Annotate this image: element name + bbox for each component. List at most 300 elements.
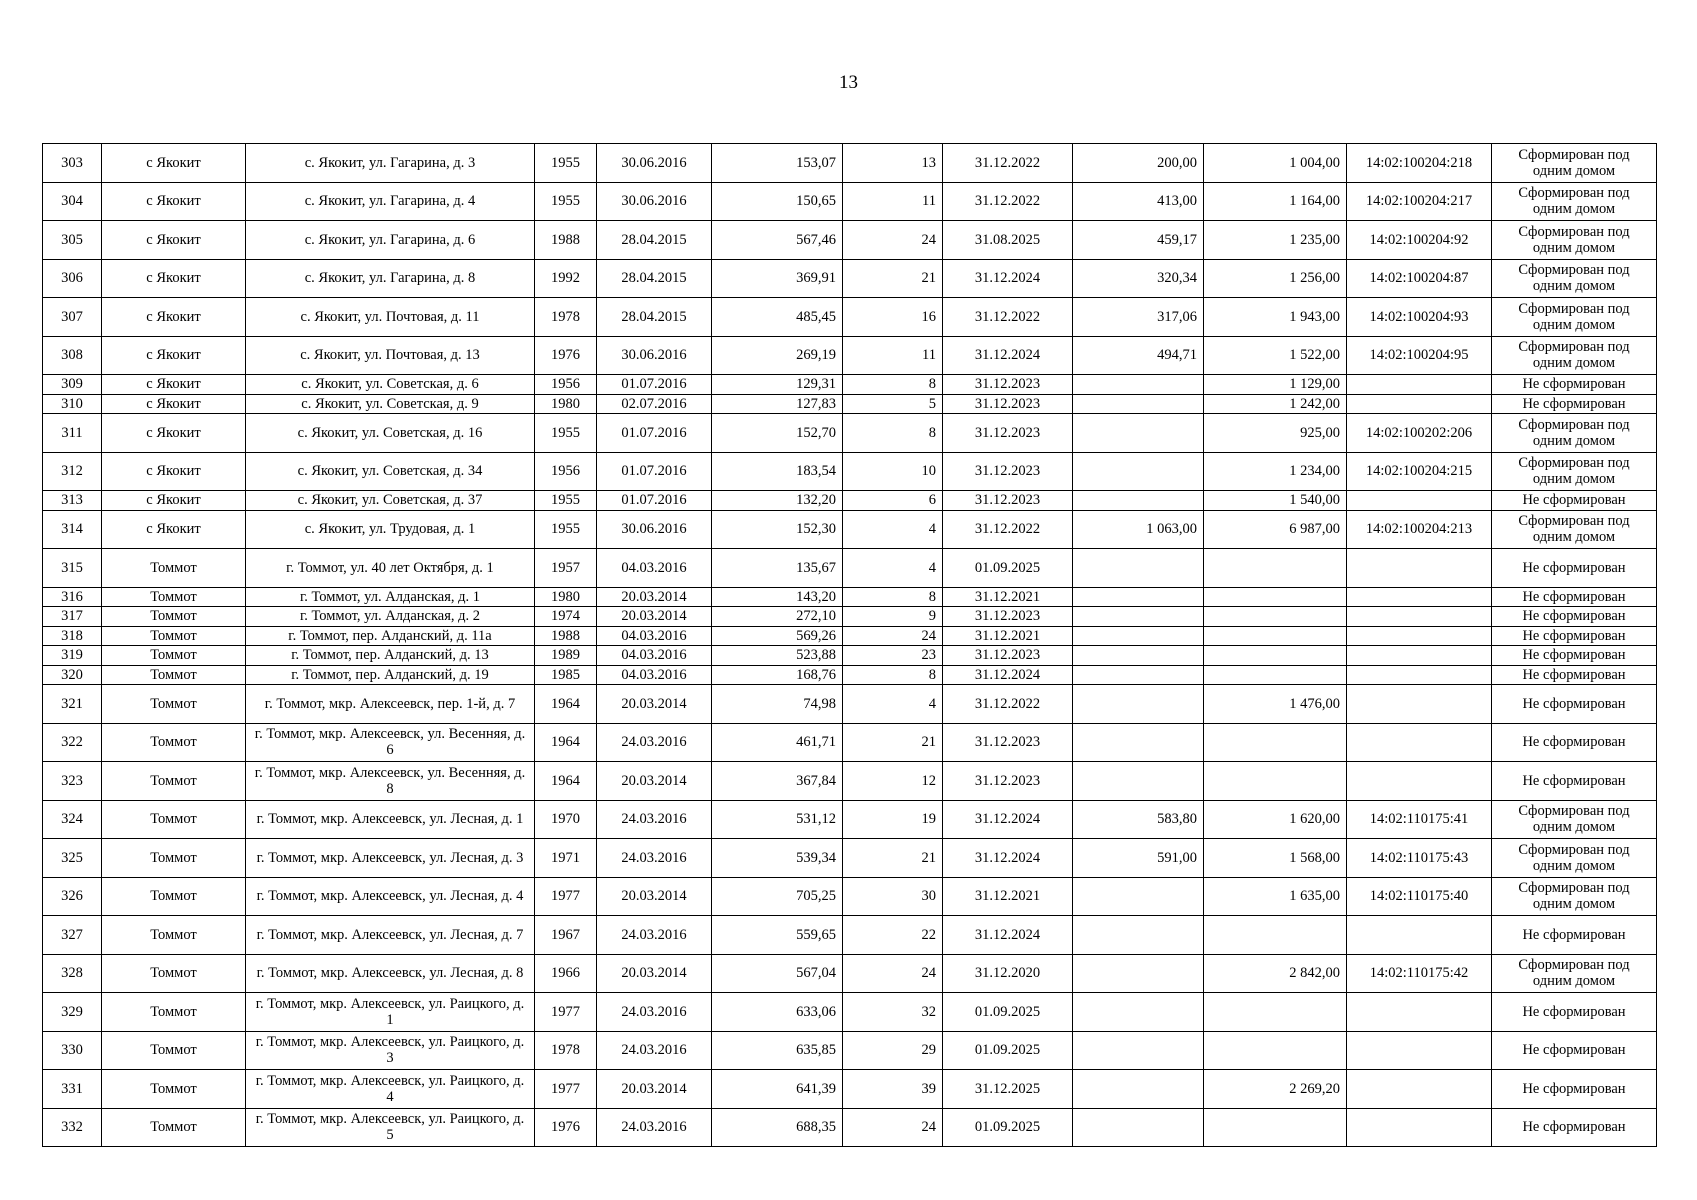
cadastral-number-cell <box>1347 587 1492 607</box>
deadline-cell: 31.12.2024 <box>943 259 1073 298</box>
status-cell: Сформирован под одним домом <box>1492 182 1657 221</box>
area-cell: 74,98 <box>712 685 843 724</box>
land-area-total-cell <box>1204 1031 1347 1070</box>
row-number-cell: 304 <box>43 182 102 221</box>
address-cell: г. Томмот, мкр. Алексеевск, ул. Раицкого, д. 3 <box>246 1031 535 1070</box>
cadastral-number-cell <box>1347 1031 1492 1070</box>
land-area-total-cell: 925,00 <box>1204 414 1347 453</box>
deadline-cell: 31.12.2024 <box>943 916 1073 955</box>
area-cell: 461,71 <box>712 723 843 762</box>
table-row <box>43 626 1657 646</box>
land-area-total-cell <box>1204 587 1347 607</box>
year-built-cell: 1964 <box>535 723 597 762</box>
row-number-cell: 330 <box>43 1031 102 1070</box>
address-cell: г. Томмот, мкр. Алексеевск, пер. 1-й, д. 7 <box>246 685 535 724</box>
status-cell: Не сформирован <box>1492 1031 1657 1070</box>
address-cell: г. Томмот, ул. 40 лет Октября, д. 1 <box>246 549 535 588</box>
table-row <box>43 916 1657 955</box>
deadline-cell: 31.12.2024 <box>943 839 1073 878</box>
land-area-total-cell: 1 256,00 <box>1204 259 1347 298</box>
land-area-cell: 1 063,00 <box>1073 510 1204 549</box>
year-built-cell: 1955 <box>535 491 597 511</box>
cadastral-number-cell <box>1347 607 1492 627</box>
land-area-total-cell <box>1204 646 1347 666</box>
settlement-cell: Томмот <box>102 723 246 762</box>
residents-cell: 11 <box>843 336 943 375</box>
settlement-cell: с Якокит <box>102 491 246 511</box>
settlement-cell: Томмот <box>102 1031 246 1070</box>
table-row <box>43 452 1657 491</box>
year-built-cell: 1976 <box>535 336 597 375</box>
row-number-cell: 306 <box>43 259 102 298</box>
settlement-cell: с Якокит <box>102 510 246 549</box>
row-number-cell: 303 <box>43 144 102 183</box>
residents-cell: 39 <box>843 1070 943 1109</box>
date-cell: 20.03.2014 <box>597 954 712 993</box>
residents-cell: 9 <box>843 607 943 627</box>
date-cell: 30.06.2016 <box>597 182 712 221</box>
status-cell: Сформирован под одним домом <box>1492 414 1657 453</box>
land-area-total-cell <box>1204 723 1347 762</box>
land-area-total-cell: 1 540,00 <box>1204 491 1347 511</box>
land-area-total-cell: 1 164,00 <box>1204 182 1347 221</box>
residents-cell: 5 <box>843 394 943 414</box>
table-row <box>43 221 1657 260</box>
row-number-cell: 314 <box>43 510 102 549</box>
residents-cell: 21 <box>843 723 943 762</box>
table-row <box>43 375 1657 395</box>
deadline-cell: 31.12.2023 <box>943 491 1073 511</box>
deadline-cell: 01.09.2025 <box>943 1031 1073 1070</box>
table-row <box>43 394 1657 414</box>
cadastral-number-cell <box>1347 549 1492 588</box>
settlement-cell: с Якокит <box>102 221 246 260</box>
table-row <box>43 665 1657 685</box>
settlement-cell: Томмот <box>102 916 246 955</box>
land-area-total-cell <box>1204 993 1347 1032</box>
area-cell: 567,04 <box>712 954 843 993</box>
area-cell: 152,70 <box>712 414 843 453</box>
land-area-cell <box>1073 549 1204 588</box>
settlement-cell: с Якокит <box>102 414 246 453</box>
table-row <box>43 414 1657 453</box>
land-area-total-cell: 1 568,00 <box>1204 839 1347 878</box>
land-area-total-cell: 6 987,00 <box>1204 510 1347 549</box>
address-cell: г. Томмот, пер. Алданский, д. 19 <box>246 665 535 685</box>
row-number-cell: 319 <box>43 646 102 666</box>
land-area-cell <box>1073 587 1204 607</box>
date-cell: 24.03.2016 <box>597 916 712 955</box>
deadline-cell: 31.12.2024 <box>943 336 1073 375</box>
year-built-cell: 1985 <box>535 665 597 685</box>
date-cell: 02.07.2016 <box>597 394 712 414</box>
table-row <box>43 259 1657 298</box>
address-cell: с. Якокит, ул. Советская, д. 9 <box>246 394 535 414</box>
year-built-cell: 1966 <box>535 954 597 993</box>
deadline-cell: 31.12.2022 <box>943 144 1073 183</box>
status-cell: Не сформирован <box>1492 723 1657 762</box>
land-area-total-cell: 1 129,00 <box>1204 375 1347 395</box>
residents-cell: 8 <box>843 587 943 607</box>
date-cell: 20.03.2014 <box>597 587 712 607</box>
row-number-cell: 323 <box>43 762 102 801</box>
land-area-cell <box>1073 665 1204 685</box>
status-cell: Не сформирован <box>1492 1108 1657 1147</box>
land-area-total-cell <box>1204 549 1347 588</box>
area-cell: 152,30 <box>712 510 843 549</box>
row-number-cell: 315 <box>43 549 102 588</box>
cadastral-number-cell: 14:02:100204:218 <box>1347 144 1492 183</box>
address-cell: г. Томмот, мкр. Алексеевск, ул. Лесная, д. 7 <box>246 916 535 955</box>
land-area-cell: 320,34 <box>1073 259 1204 298</box>
status-cell: Сформирован под одним домом <box>1492 259 1657 298</box>
cadastral-number-cell: 14:02:100204:93 <box>1347 298 1492 337</box>
year-built-cell: 1967 <box>535 916 597 955</box>
settlement-cell: Томмот <box>102 626 246 646</box>
address-cell: г. Томмот, мкр. Алексеевск, ул. Раицкого, д. 5 <box>246 1108 535 1147</box>
settlement-cell: Томмот <box>102 1070 246 1109</box>
deadline-cell: 31.12.2023 <box>943 646 1073 666</box>
settlement-cell: с Якокит <box>102 452 246 491</box>
address-cell: с. Якокит, ул. Советская, д. 34 <box>246 452 535 491</box>
deadline-cell: 31.12.2023 <box>943 394 1073 414</box>
residents-cell: 13 <box>843 144 943 183</box>
address-cell: г. Томмот, пер. Алданский, д. 11а <box>246 626 535 646</box>
area-cell: 132,20 <box>712 491 843 511</box>
date-cell: 24.03.2016 <box>597 800 712 839</box>
deadline-cell: 31.12.2023 <box>943 375 1073 395</box>
cadastral-number-cell <box>1347 685 1492 724</box>
area-cell: 367,84 <box>712 762 843 801</box>
year-built-cell: 1971 <box>535 839 597 878</box>
land-area-cell <box>1073 723 1204 762</box>
land-area-cell <box>1073 626 1204 646</box>
cadastral-number-cell: 14:02:100204:213 <box>1347 510 1492 549</box>
row-number-cell: 313 <box>43 491 102 511</box>
year-built-cell: 1955 <box>535 144 597 183</box>
table-row <box>43 877 1657 916</box>
residents-cell: 8 <box>843 414 943 453</box>
land-area-cell <box>1073 414 1204 453</box>
year-built-cell: 1977 <box>535 1070 597 1109</box>
year-built-cell: 1992 <box>535 259 597 298</box>
cadastral-number-cell <box>1347 626 1492 646</box>
cadastral-number-cell <box>1347 916 1492 955</box>
status-cell: Сформирован под одним домом <box>1492 510 1657 549</box>
date-cell: 20.03.2014 <box>597 685 712 724</box>
land-area-cell <box>1073 491 1204 511</box>
deadline-cell: 01.09.2025 <box>943 1108 1073 1147</box>
year-built-cell: 1976 <box>535 1108 597 1147</box>
deadline-cell: 31.12.2021 <box>943 877 1073 916</box>
area-cell: 569,26 <box>712 626 843 646</box>
table-row <box>43 549 1657 588</box>
land-area-total-cell: 1 620,00 <box>1204 800 1347 839</box>
land-area-cell <box>1073 916 1204 955</box>
settlement-cell: с Якокит <box>102 394 246 414</box>
date-cell: 28.04.2015 <box>597 259 712 298</box>
row-number-cell: 311 <box>43 414 102 453</box>
land-area-total-cell: 1 004,00 <box>1204 144 1347 183</box>
row-number-cell: 309 <box>43 375 102 395</box>
status-cell: Сформирован под одним домом <box>1492 144 1657 183</box>
cadastral-number-cell: 14:02:100204:215 <box>1347 452 1492 491</box>
year-built-cell: 1988 <box>535 221 597 260</box>
date-cell: 28.04.2015 <box>597 221 712 260</box>
residents-cell: 4 <box>843 549 943 588</box>
residents-cell: 10 <box>843 452 943 491</box>
cadastral-number-cell: 14:02:110175:40 <box>1347 877 1492 916</box>
settlement-cell: Томмот <box>102 1108 246 1147</box>
address-cell: с. Якокит, ул. Советская, д. 6 <box>246 375 535 395</box>
cadastral-number-cell <box>1347 646 1492 666</box>
row-number-cell: 329 <box>43 993 102 1032</box>
year-built-cell: 1988 <box>535 626 597 646</box>
date-cell: 28.04.2015 <box>597 298 712 337</box>
deadline-cell: 31.12.2020 <box>943 954 1073 993</box>
land-area-cell <box>1073 877 1204 916</box>
date-cell: 24.03.2016 <box>597 839 712 878</box>
address-cell: г. Томмот, мкр. Алексеевск, ул. Весенняя, д. 8 <box>246 762 535 801</box>
address-cell: с. Якокит, ул. Трудовая, д. 1 <box>246 510 535 549</box>
date-cell: 04.03.2016 <box>597 665 712 685</box>
date-cell: 01.07.2016 <box>597 491 712 511</box>
status-cell: Не сформирован <box>1492 993 1657 1032</box>
status-cell: Не сформирован <box>1492 587 1657 607</box>
address-cell: г. Томмот, ул. Алданская, д. 2 <box>246 607 535 627</box>
land-area-total-cell <box>1204 665 1347 685</box>
date-cell: 24.03.2016 <box>597 1108 712 1147</box>
deadline-cell: 31.12.2021 <box>943 587 1073 607</box>
year-built-cell: 1980 <box>535 394 597 414</box>
year-built-cell: 1978 <box>535 1031 597 1070</box>
land-area-cell <box>1073 685 1204 724</box>
row-number-cell: 324 <box>43 800 102 839</box>
date-cell: 01.07.2016 <box>597 414 712 453</box>
land-area-cell <box>1073 646 1204 666</box>
table-body <box>43 144 1657 1147</box>
area-cell: 272,10 <box>712 607 843 627</box>
settlement-cell: Томмот <box>102 993 246 1032</box>
table-row <box>43 607 1657 627</box>
table-row <box>43 1070 1657 1109</box>
land-area-cell <box>1073 1108 1204 1147</box>
address-cell: г. Томмот, ул. Алданская, д. 1 <box>246 587 535 607</box>
table-row <box>43 182 1657 221</box>
status-cell: Не сформирован <box>1492 685 1657 724</box>
settlement-cell: Томмот <box>102 839 246 878</box>
land-area-cell: 413,00 <box>1073 182 1204 221</box>
row-number-cell: 332 <box>43 1108 102 1147</box>
residents-cell: 19 <box>843 800 943 839</box>
area-cell: 369,91 <box>712 259 843 298</box>
residents-cell: 24 <box>843 221 943 260</box>
address-cell: с. Якокит, ул. Гагарина, д. 3 <box>246 144 535 183</box>
table-row <box>43 993 1657 1032</box>
residents-cell: 32 <box>843 993 943 1032</box>
address-cell: с. Якокит, ул. Советская, д. 16 <box>246 414 535 453</box>
table-row <box>43 723 1657 762</box>
land-area-total-cell: 1 235,00 <box>1204 221 1347 260</box>
year-built-cell: 1978 <box>535 298 597 337</box>
area-cell: 559,65 <box>712 916 843 955</box>
date-cell: 04.03.2016 <box>597 646 712 666</box>
year-built-cell: 1974 <box>535 607 597 627</box>
settlement-cell: с Якокит <box>102 336 246 375</box>
land-area-total-cell: 1 234,00 <box>1204 452 1347 491</box>
cadastral-number-cell <box>1347 375 1492 395</box>
area-cell: 127,83 <box>712 394 843 414</box>
settlement-cell: с Якокит <box>102 144 246 183</box>
address-cell: с. Якокит, ул. Почтовая, д. 11 <box>246 298 535 337</box>
residents-cell: 8 <box>843 665 943 685</box>
date-cell: 30.06.2016 <box>597 144 712 183</box>
status-cell: Не сформирован <box>1492 394 1657 414</box>
residents-cell: 23 <box>843 646 943 666</box>
address-cell: г. Томмот, пер. Алданский, д. 13 <box>246 646 535 666</box>
area-cell: 153,07 <box>712 144 843 183</box>
cadastral-number-cell <box>1347 394 1492 414</box>
address-cell: с. Якокит, ул. Гагарина, д. 6 <box>246 221 535 260</box>
cadastral-number-cell: 14:02:100204:92 <box>1347 221 1492 260</box>
settlement-cell: с Якокит <box>102 182 246 221</box>
land-area-cell: 459,17 <box>1073 221 1204 260</box>
table-row <box>43 336 1657 375</box>
date-cell: 20.03.2014 <box>597 762 712 801</box>
residents-cell: 24 <box>843 954 943 993</box>
deadline-cell: 31.12.2022 <box>943 298 1073 337</box>
deadline-cell: 01.09.2025 <box>943 993 1073 1032</box>
status-cell: Не сформирован <box>1492 1070 1657 1109</box>
status-cell: Сформирован под одним домом <box>1492 336 1657 375</box>
land-area-cell <box>1073 762 1204 801</box>
row-number-cell: 316 <box>43 587 102 607</box>
status-cell: Не сформирован <box>1492 607 1657 627</box>
date-cell: 04.03.2016 <box>597 549 712 588</box>
date-cell: 04.03.2016 <box>597 626 712 646</box>
row-number-cell: 322 <box>43 723 102 762</box>
row-number-cell: 327 <box>43 916 102 955</box>
settlement-cell: Томмот <box>102 685 246 724</box>
date-cell: 20.03.2014 <box>597 877 712 916</box>
row-number-cell: 331 <box>43 1070 102 1109</box>
deadline-cell: 31.12.2022 <box>943 510 1073 549</box>
residents-cell: 29 <box>843 1031 943 1070</box>
deadline-cell: 31.12.2022 <box>943 685 1073 724</box>
page-number: 13 <box>839 72 858 93</box>
address-cell: с. Якокит, ул. Гагарина, д. 8 <box>246 259 535 298</box>
residents-cell: 30 <box>843 877 943 916</box>
land-area-cell: 200,00 <box>1073 144 1204 183</box>
table-row <box>43 510 1657 549</box>
residents-cell: 22 <box>843 916 943 955</box>
deadline-cell: 31.12.2023 <box>943 607 1073 627</box>
address-cell: г. Томмот, мкр. Алексеевск, ул. Лесная, д. 4 <box>246 877 535 916</box>
settlement-cell: Томмот <box>102 954 246 993</box>
land-area-total-cell: 1 943,00 <box>1204 298 1347 337</box>
cadastral-number-cell <box>1347 491 1492 511</box>
year-built-cell: 1955 <box>535 414 597 453</box>
status-cell: Не сформирован <box>1492 646 1657 666</box>
status-cell: Сформирован под одним домом <box>1492 452 1657 491</box>
cadastral-number-cell: 14:02:100204:87 <box>1347 259 1492 298</box>
year-built-cell: 1956 <box>535 452 597 491</box>
settlement-cell: Томмот <box>102 549 246 588</box>
table-row <box>43 685 1657 724</box>
deadline-cell: 31.08.2025 <box>943 221 1073 260</box>
settlement-cell: с Якокит <box>102 259 246 298</box>
year-built-cell: 1964 <box>535 685 597 724</box>
residents-cell: 21 <box>843 839 943 878</box>
housing-registry-table <box>42 143 1657 1147</box>
status-cell: Не сформирован <box>1492 626 1657 646</box>
table-row <box>43 1031 1657 1070</box>
date-cell: 01.07.2016 <box>597 452 712 491</box>
residents-cell: 6 <box>843 491 943 511</box>
land-area-total-cell: 1 476,00 <box>1204 685 1347 724</box>
settlement-cell: Томмот <box>102 762 246 801</box>
year-built-cell: 1955 <box>535 182 597 221</box>
land-area-cell <box>1073 1070 1204 1109</box>
cadastral-number-cell: 14:02:110175:42 <box>1347 954 1492 993</box>
land-area-total-cell: 1 522,00 <box>1204 336 1347 375</box>
residents-cell: 12 <box>843 762 943 801</box>
row-number-cell: 307 <box>43 298 102 337</box>
settlement-cell: Томмот <box>102 646 246 666</box>
address-cell: г. Томмот, мкр. Алексеевск, ул. Лесная, д. 8 <box>246 954 535 993</box>
cadastral-number-cell <box>1347 1070 1492 1109</box>
year-built-cell: 1955 <box>535 510 597 549</box>
residents-cell: 16 <box>843 298 943 337</box>
area-cell: 641,39 <box>712 1070 843 1109</box>
deadline-cell: 31.12.2024 <box>943 665 1073 685</box>
cadastral-number-cell <box>1347 665 1492 685</box>
area-cell: 135,67 <box>712 549 843 588</box>
area-cell: 183,54 <box>712 452 843 491</box>
year-built-cell: 1964 <box>535 762 597 801</box>
status-cell: Сформирован под одним домом <box>1492 954 1657 993</box>
status-cell: Сформирован под одним домом <box>1492 298 1657 337</box>
land-area-cell: 494,71 <box>1073 336 1204 375</box>
row-number-cell: 320 <box>43 665 102 685</box>
land-area-cell <box>1073 954 1204 993</box>
table-row <box>43 646 1657 666</box>
area-cell: 523,88 <box>712 646 843 666</box>
table-row <box>43 298 1657 337</box>
table-row <box>43 954 1657 993</box>
row-number-cell: 308 <box>43 336 102 375</box>
row-number-cell: 312 <box>43 452 102 491</box>
settlement-cell: Томмот <box>102 607 246 627</box>
deadline-cell: 31.12.2025 <box>943 1070 1073 1109</box>
area-cell: 567,46 <box>712 221 843 260</box>
land-area-total-cell: 2 842,00 <box>1204 954 1347 993</box>
year-built-cell: 1989 <box>535 646 597 666</box>
year-built-cell: 1956 <box>535 375 597 395</box>
row-number-cell: 317 <box>43 607 102 627</box>
address-cell: с. Якокит, ул. Почтовая, д. 13 <box>246 336 535 375</box>
year-built-cell: 1957 <box>535 549 597 588</box>
status-cell: Сформирован под одним домом <box>1492 800 1657 839</box>
land-area-cell: 583,80 <box>1073 800 1204 839</box>
status-cell: Сформирован под одним домом <box>1492 839 1657 878</box>
date-cell: 20.03.2014 <box>597 607 712 627</box>
cadastral-number-cell: 14:02:100204:95 <box>1347 336 1492 375</box>
land-area-cell <box>1073 607 1204 627</box>
address-cell: г. Томмот, мкр. Алексеевск, ул. Раицкого, д. 4 <box>246 1070 535 1109</box>
address-cell: с. Якокит, ул. Гагарина, д. 4 <box>246 182 535 221</box>
row-number-cell: 325 <box>43 839 102 878</box>
